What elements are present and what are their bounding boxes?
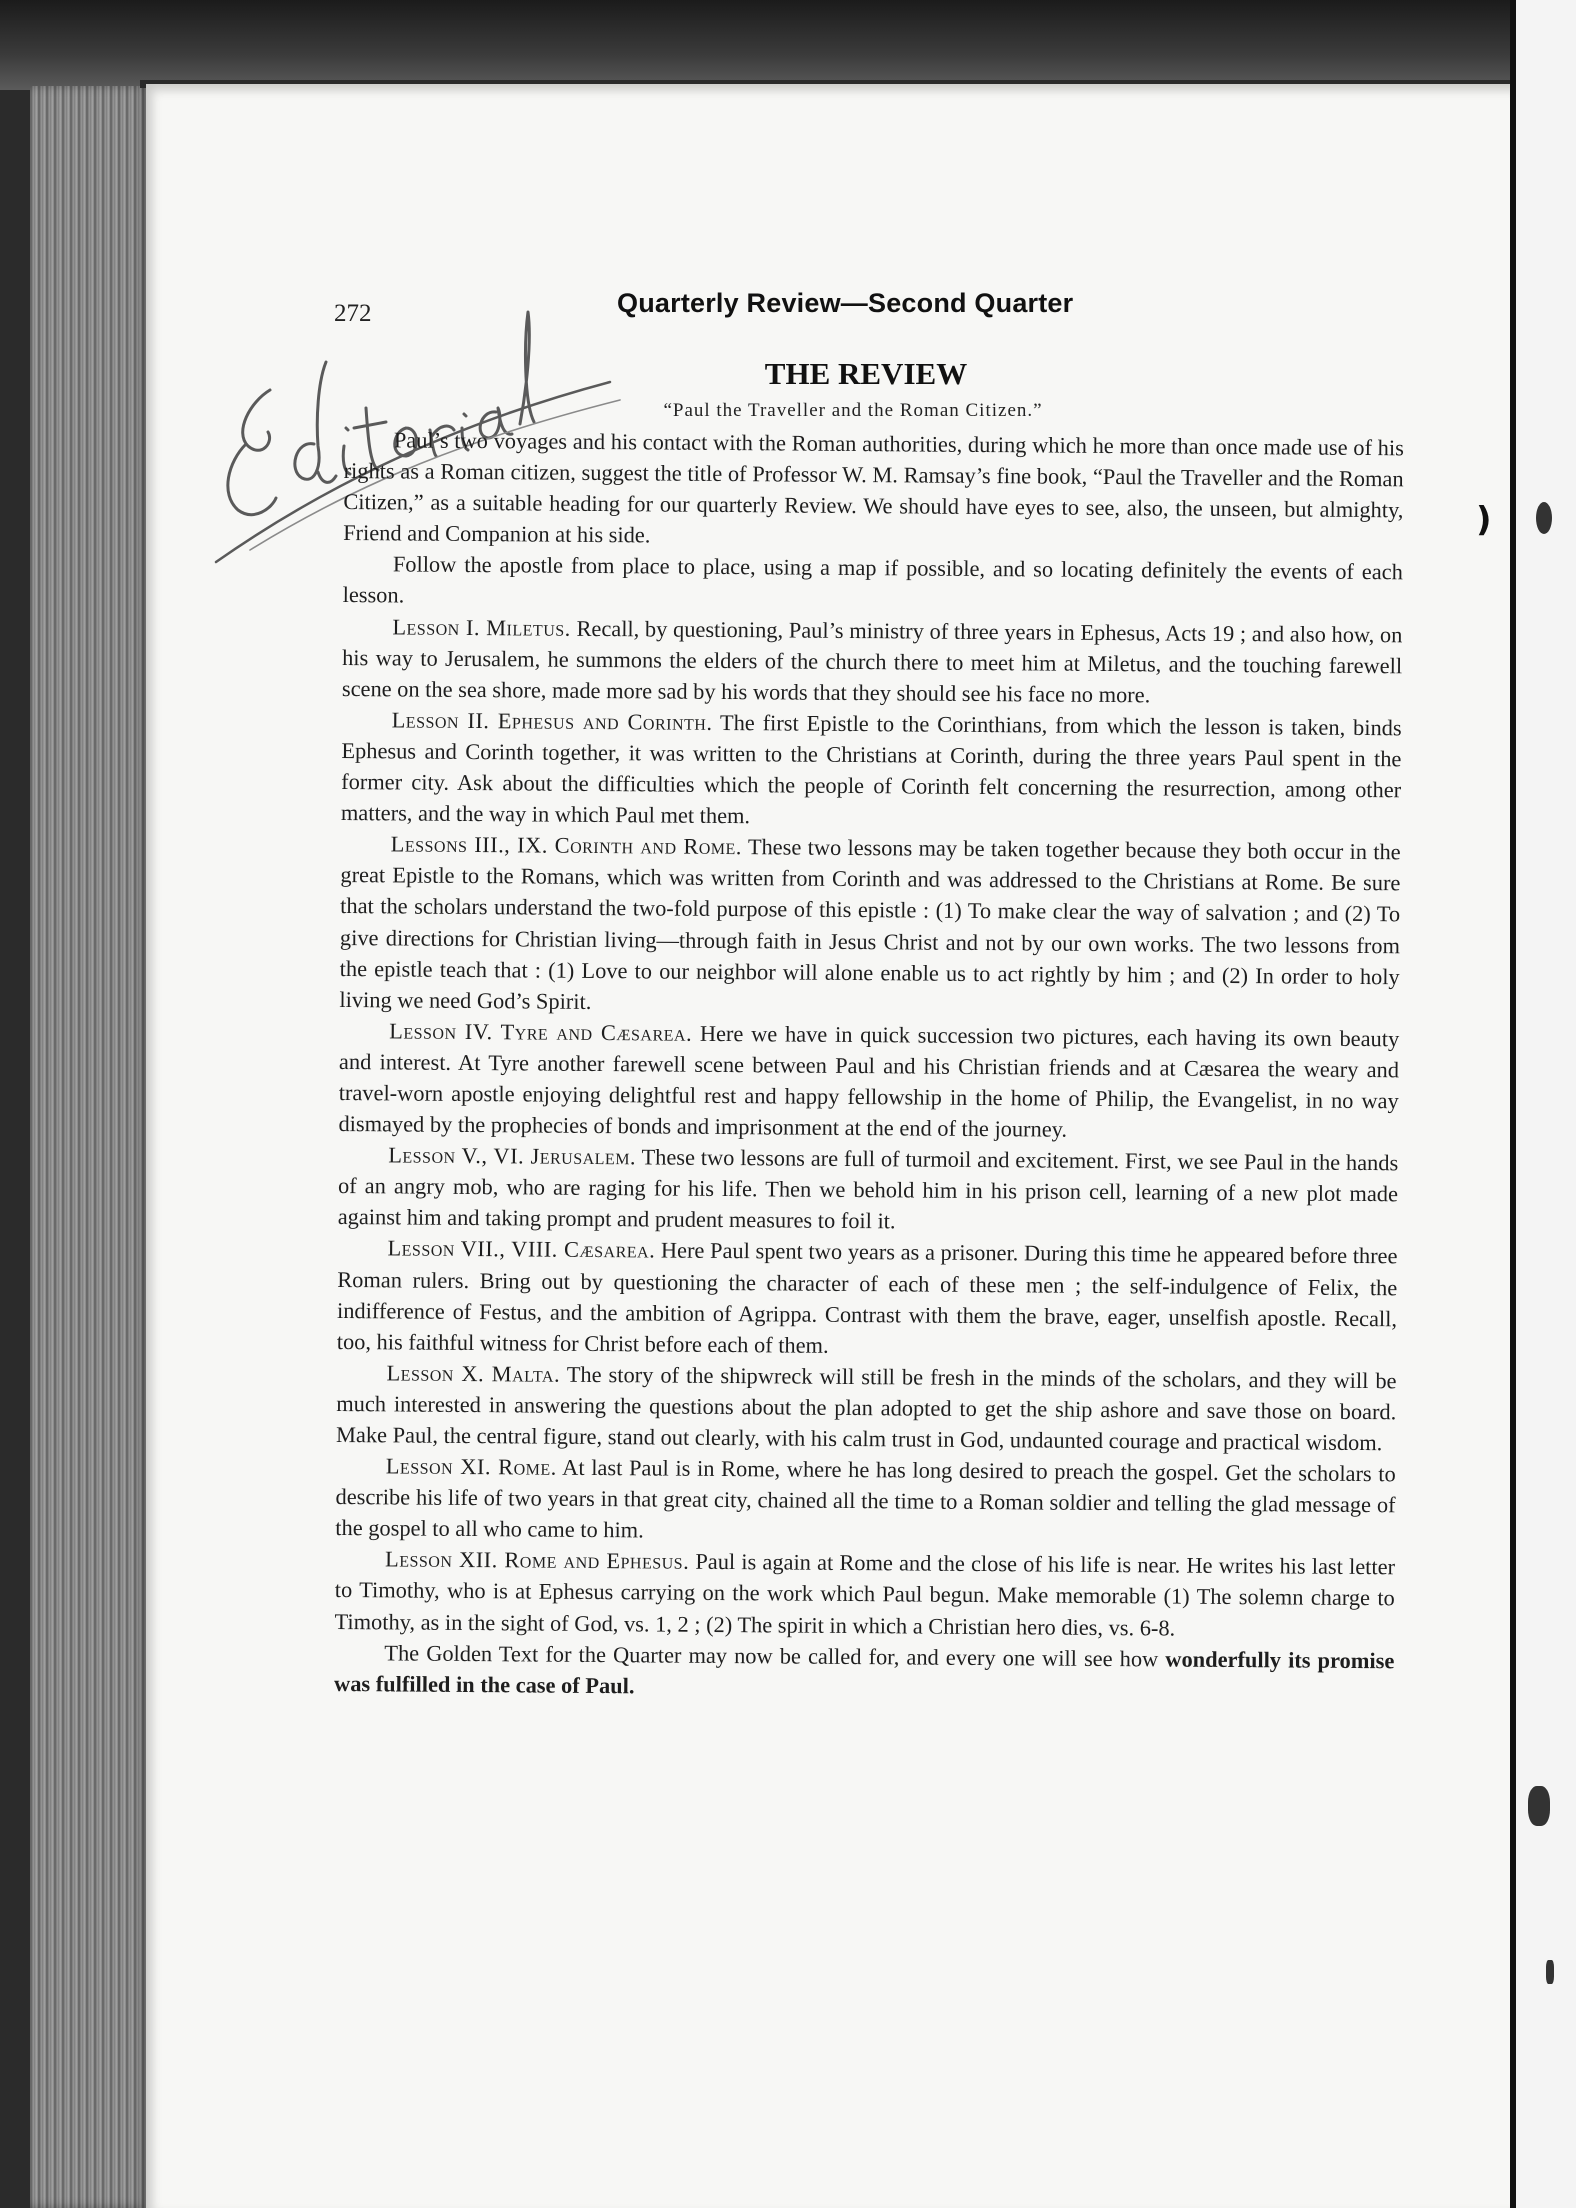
paragraph — [335, 1450, 1396, 1552]
paragraph-text: Here Paul spent two years as a prisoner. During this time he appeared before three Roman rulers. Bring out by questioning the character of each of these men ; the self-indulgence of Felix, the indifference of Festus, and the ambition of Agrippa. Contrast with them the brave, eager, unselfish apostle. Recall, too, his faithful witness for Christ before each of them. — [336, 1237, 1398, 1358]
margin-mark: ) — [1476, 500, 1492, 540]
paragraph-text: Here we have in quick succession two pictures, each having its own beauty and interest. At Tyre another farewell scene between Paul and his Christian friends and at Cæsarea the weary and travel-worn apostle enjoying delightful rest and happy fellowship in the home of Philip, the Evangelist, in no way dismayed by the prophecies of bonds and imprisonment at the end of the journey. — [338, 1020, 1400, 1142]
page-number: 272 — [334, 300, 372, 327]
lesson-heading: Lesson XI. Rome. — [385, 1453, 557, 1480]
paragraph — [342, 611, 1403, 713]
paragraph — [338, 1015, 1399, 1148]
paragraph — [343, 424, 1404, 557]
closing-paragraph — [334, 1637, 1394, 1708]
lesson-heading: Lesson XII. Rome and Ephesus. — [384, 1546, 690, 1575]
closing-text-bold: wonderfully its promise was fulfilled in the case of Paul. — [334, 1646, 1395, 1699]
paragraph — [341, 704, 1402, 837]
section-title: THE REVIEW — [764, 356, 968, 391]
facing-page-edge — [1510, 0, 1576, 2208]
paragraph-text: These two lessons are full of turmoil and excitement. First, we see Paul in the hands of an angry mob, who are raging for his life. Then we behold him in his prison cell, learning of a new plot made against him and taking prompt and prudent measures to foil it. — [337, 1144, 1399, 1234]
paragraph — [343, 548, 1403, 619]
closing-text: The Golden Text for the Quarter may now be called for, and every one will see how — [384, 1640, 1166, 1672]
lesson-heading: Lesson II. Ephesus and Corinth. — [391, 707, 713, 735]
scanner-background-top — [0, 0, 1576, 90]
paragraph-text: At last Paul is in Rome, where he has long desired to preach the gospel. Get the scholars to describe his life of two years in that great city, chained all the time to a Roman soldier and telling the glad message of the gospel to all who came to him. — [335, 1454, 1396, 1543]
lesson-heading: Lesson IV. Tyre and Cæsarea. — [389, 1018, 693, 1046]
margin-mark — [1546, 1960, 1554, 1984]
lesson-heading: Lesson V., VI. Jerusalem. — [388, 1142, 637, 1170]
paragraph-text: Recall, by questioning, Paul’s ministry of three years in Ephesus, Acts 19 ; and also how, on his way to Jerusalem, he summons the elders of the church there to meet him at Miletus, and the touching farewell scene on the sea shore, made more sad by his words that they should see his face no more. — [341, 615, 1403, 708]
paragraph-text: The story of the shipwreck will still be fresh in the minds of the scholars, and they will be much interested in answering the questions about the plan adopted to get the ship ashore and save those on board. Make Paul, the central figure, stand out clearly, with his calm trust in God, undaunted courage and practical wisdom. — [335, 1361, 1397, 1456]
lesson-heading: Lesson VII., VIII. Cæsarea. — [387, 1235, 656, 1263]
paragraph-text: These two lessons may be taken together because they both occur in the great Epistle to the Romans, which was written from Corinth and was addressed to the Christians at Rome. Be sure that the scholars understand the two-fold purpose of this epistle : (1) To make clear the way of salvation ; and (2) To give directions for Christian living—through faith in Jesus Christ and not by our own works. The two lessons from the epistle teach that : (1) Love to our neighbor will alone enable us to act rightly by him ; and (2) In order to holy living we need God’s Spirit. — [339, 834, 1401, 1014]
paragraph-text: Paul is again at Rome and the close of his life is near. He writes his last letter to Timothy, who is at Ephesus carrying on the work which Paul begun. Make memorable (1) The solemn charge to Timothy, as in the sight of God, vs. 1, 2 ; (2) The spirit in which a Christian hero dies, vs. 6-8. — [334, 1549, 1396, 1641]
margin-mark — [1528, 1786, 1550, 1826]
section-subtitle: “Paul the Traveller and the Roman Citizen.” — [663, 400, 1043, 421]
article-body — [334, 424, 1404, 1707]
paragraph-text: Follow the apostle from place to place, using a map if possible, and so locating definitely the events of each lesson. — [342, 551, 1403, 608]
running-head: Quarterly Review—Second Quarter — [617, 288, 1074, 318]
paragraph-text: The first Epistle to the Corinthians, from which the lesson is taken, binds Ephesus and Corinth together, it was written to the Christians at Corinth, during the three years Paul spent in the former city. Ask about the difficulties which the people of Corinth felt concerning the resurrection, among other matters, and the way in which Paul met them. — [340, 709, 1402, 829]
paragraph — [334, 1543, 1395, 1645]
paragraph-text: Paul’s two voyages and his contact with the Roman authorities, during which he more than once made use of his rights as a Roman citizen, suggest the title of Professor W. M. Ramsay’s fine book, “Paul the Traveller and the Roman Citizen,” as a suitable heading for our quarterly Review. We should have eyes to see, also, the unseen, but almighty, Friend and Companion at his side. — [343, 427, 1404, 548]
margin-mark — [1536, 502, 1552, 534]
paragraph — [336, 1357, 1397, 1459]
paragraph — [337, 1232, 1398, 1365]
lesson-heading: Lesson X. Malta. — [386, 1360, 561, 1387]
paragraph — [338, 1139, 1399, 1241]
paragraph — [339, 828, 1400, 1023]
lesson-heading: Lessons III., IX. Corinth and Rome. — [390, 831, 743, 860]
lesson-heading: Lesson I. Miletus. — [392, 613, 571, 641]
